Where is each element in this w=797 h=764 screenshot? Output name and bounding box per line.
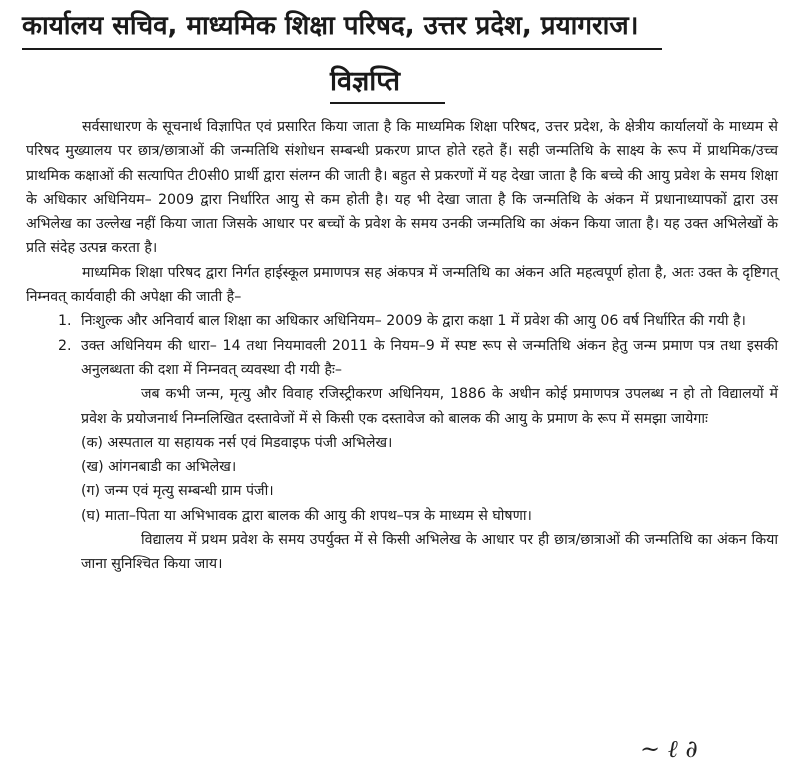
document-option: (ग) जन्म एवं मृत्यु सम्बन्धी ग्राम पंजी। <box>81 483 274 500</box>
title-underline <box>330 102 445 104</box>
document-option: (ख) आंगनबाडी का अभिलेख। <box>81 459 237 476</box>
list-item <box>26 309 778 333</box>
directive-list <box>26 309 778 576</box>
list-item <box>26 334 778 577</box>
document-option: (घ) माता–पिता या अभिभावक द्वारा बालक की आयु की शपथ–पत्र के माध्यम से घोषणा। <box>81 507 532 524</box>
intro-paragraph: सर्वसाधारण के सूचनार्थ विज्ञापित एवं प्रसारित किया जाता है कि माध्यमिक शिक्षा परिषद, उत्तर प्रदेश, के क्षेत्रीय कार्यालयों के माध्यम से परिषद मुख्यालय पर छात्र/छात्राओं की जन्मतिथि संशोधन सम्बन्धी प्रकरण प्राप्त होते रहते हैं। सही जन्मतिथि के साक्ष्य के रूप में प्राथमिक/उच्च प्राथमिक कक्षाओं की सत्यापित टी0सी0 प्रार्थी द्वारा संलग्न की जाती है। बहुत से प्रकरणों में यह देखा जाता है कि बच्चे की आयु प्रवेश के समय शिक्षा के अधिकार अधिनियम– 2009 द्वारा निर्धारित आयु से कम होती है। यह भी देखा जाता है कि जन्मतिथि के अंकन में प्रधानाध्यापकों द्वारा उस अभिलेख का उल्लेख नहीं किया जाता जिसके आधार पर बच्चों के प्रवेश के समय उनकी जन्मतिथि का अंकन किया जाता है। यह उक्त अभिलेखों के प्रति संदेह उत्पन्न करता है। <box>26 119 778 257</box>
list-item-text: उक्त अधिनियम की धारा– 14 तथा नियमावली 2011 के नियम–9 में स्पष्ट रूप से जन्मतिथि अंकन हेतु जन्म प्रमाण पत्र तथा इसकी अनुलब्धता की दशा में निम्नवत् व्यवस्था दी गयी हैः– <box>81 337 778 378</box>
office-heading: कार्यालय सचिव, माध्यमिक शिक्षा परिषद, उत्तर प्रदेश, प्रयागराज। <box>22 11 639 41</box>
heading-underline <box>22 48 662 50</box>
signature-mark: ~ ℓ ∂ <box>640 735 698 763</box>
notice-title: विज्ञप्ति <box>330 66 401 97</box>
provision-paragraph: जब कभी जन्म, मृत्यु और विवाह रजिस्ट्रीकरण अधिनियम, 1886 के अधीन कोई प्रमाणपत्र उपलब्ध न हो तो विद्यालयों में प्रवेश के प्रयोजनार्थ निम्नलिखित दस्तावेजों में से किसी एक दस्तावेज को बालक की आयु के प्रमाण के रूप में समझा जायेगाः <box>81 386 778 427</box>
document-option: (क) अस्पताल या सहायक नर्स एवं मिडवाइफ पंजी अभिलेख। <box>81 434 393 451</box>
list-number: 1. <box>58 313 72 330</box>
directive-paragraph: माध्यमिक शिक्षा परिषद द्वारा निर्गत हाईस्कूल प्रमाणपत्र सह अंकपत्र में जन्मतिथि का अंकन अति महत्वपूर्ण होता है, अतः उक्त के दृष्टिगत् निम्नवत् कार्यवाही की अपेक्षा की जाती है– <box>26 264 778 306</box>
notice-body <box>26 115 778 577</box>
closing-paragraph: विद्यालय में प्रथम प्रवेश के समय उपर्युक्त में से किसी अभिलेख के आधार पर ही छात्र/छात्राओं की जन्मतिथि का अंकन किया जाना सुनिश्चित किया जाय। <box>81 532 778 573</box>
list-number: 2. <box>58 337 72 354</box>
list-item-text: निःशुल्क और अनिवार्य बाल शिक्षा का अधिकार अधिनियम– 2009 के द्वारा कक्षा 1 में प्रवेश की आयु 06 वर्ष निर्धारित की गयी है। <box>81 313 746 330</box>
